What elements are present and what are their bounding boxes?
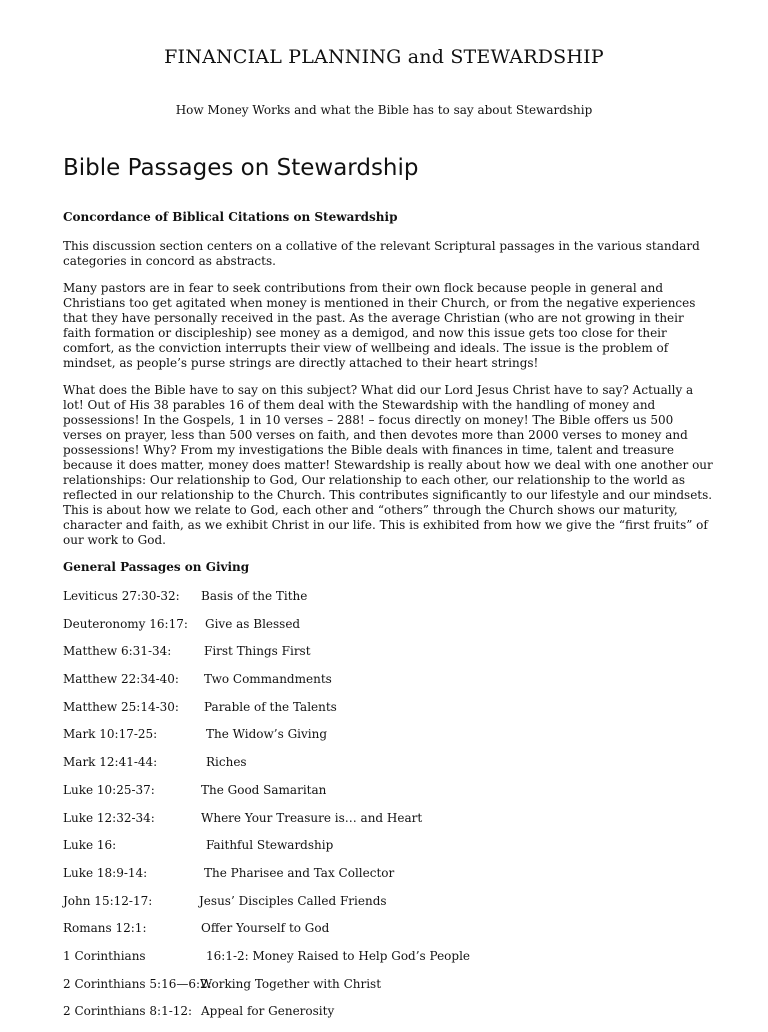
intro-paragraph: This discussion section centers on a collative of the relevant Scriptural passages in the various standard categories in concord as abstracts. xyxy=(63,239,700,268)
passage-topic: The Widow’s Giving xyxy=(206,727,328,742)
giving-heading: General Passages on Giving xyxy=(63,560,250,574)
passage-row xyxy=(63,617,713,632)
passage-reference: Leviticus 27:30-32: xyxy=(63,589,180,603)
passage-reference: 1 Corinthians xyxy=(63,948,146,963)
passage-topic: Two Commandments xyxy=(204,672,332,687)
document-subtitle: How Money Works and what the Bible has to say about Stewardship xyxy=(175,103,593,117)
passage-row xyxy=(63,783,713,798)
passage-topic: Offer Yourself to God xyxy=(201,921,330,936)
passage-list xyxy=(63,589,713,1019)
passage-row xyxy=(63,589,713,604)
passage-reference: 2 Corinthians 5:16—6:2: xyxy=(63,976,212,991)
passage-row xyxy=(63,977,713,992)
passage-reference: Luke 16: xyxy=(63,838,117,853)
passage-reference: Romans 12:1: xyxy=(63,921,147,936)
passage-topic: The Good Samaritan xyxy=(201,782,327,797)
passage-topic: Where Your Treasure is… and Heart xyxy=(201,810,423,825)
passage-row xyxy=(63,949,713,964)
passage-reference: Matthew 25:14-30: xyxy=(63,699,179,714)
passage-row xyxy=(63,672,713,687)
passage-topic: Give as Blessed xyxy=(205,616,301,631)
passage-topic: Riches xyxy=(206,755,247,770)
section-content xyxy=(63,210,713,1032)
passage-row xyxy=(63,811,713,826)
passage-topic: Appeal for Generosity xyxy=(201,1004,335,1019)
passage-row xyxy=(63,644,713,659)
passage-reference: Matthew 6:31-34: xyxy=(63,644,172,659)
passage-reference: Deuteronomy 16:17: xyxy=(63,616,188,631)
passage-row xyxy=(63,755,713,770)
pastors-paragraph: Many pastors are in fear to seek contributions from their own flock because people in general and Christians too get agitated when money is mentioned in their Church, or from the negative experiences that they have personally received in the past. As the average Christian (who are not growing in their faith formation or discipleship) see money as a demigod, and now this issue gets too close for their comfort, as the conviction interrupts their view of wellbeing and ideals. The issue is the problem of mindset, as people’s purse strings are directly attached to their heart strings! xyxy=(63,281,696,370)
passage-reference: 2 Corinthians 8:1-12: xyxy=(63,1004,193,1019)
section-heading: Bible Passages on Stewardship xyxy=(63,155,419,181)
passage-row xyxy=(63,727,713,742)
passage-topic: Faithful Stewardship xyxy=(206,838,334,853)
passage-row xyxy=(63,700,713,715)
passage-reference: Luke 12:32-34: xyxy=(63,810,155,825)
passage-reference: Mark 12:41-44: xyxy=(63,755,158,770)
passage-reference: Luke 10:25-37: xyxy=(63,782,155,797)
passage-topic: Basis of the Tithe xyxy=(201,589,308,603)
passage-row xyxy=(63,838,713,853)
passage-topic: The Pharisee and Tax Collector xyxy=(204,865,395,880)
passage-row xyxy=(63,921,713,936)
document-title: FINANCIAL PLANNING and STEWARDSHIP xyxy=(164,46,604,68)
passage-topic: Parable of the Talents xyxy=(204,699,337,714)
passage-topic: 16:1-2: Money Raised to Help God’s People xyxy=(206,948,471,963)
passage-reference: Mark 10:17-25: xyxy=(63,727,158,742)
passage-row xyxy=(63,866,713,881)
concordance-heading: Concordance of Biblical Citations on Stewardship xyxy=(63,210,398,224)
passage-topic: Jesus’ Disciples Called Friends xyxy=(199,893,387,908)
passage-reference: Luke 18:9-14: xyxy=(63,865,148,880)
passage-row xyxy=(63,894,713,909)
passage-row xyxy=(63,1004,713,1019)
passage-topic: First Things First xyxy=(204,644,311,659)
bible-says-paragraph: What does the Bible have to say on this subject? What did our Lord Jesus Christ have to say? Actually a lot! Out of His 38 parables 16 of them deal with the Stewardship with the handling of money and possessions! In the Gospels, 1 in 10 verses – 288! – focus directly on money! The Bible offers us 500 verses on prayer, less than 500 verses on faith, and then devotes more than 2000 verses to money and possessions! Why? From my investigations the Bible deals with finances in time, talent and treasure because it does matter, money does matter! Stewardship is really about how we deal with one another our relationships: Our relationship to God, Our relationship to each other, our relationship to the world as reflected in our relationship to the Church. This contributes significantly to our lifestyle and our mindsets. This is about how we relate to God, each other and “others” through the Church shows our maturity, character and faith, as we exhibit Christ in our life. This is exhibited from how we give the “first fruits” of our work to God. xyxy=(63,383,713,547)
passage-reference: Matthew 22:34-40: xyxy=(63,672,179,687)
passage-topic: Working Together with Christ xyxy=(200,976,382,991)
passage-reference: John 15:12-17: xyxy=(63,893,153,908)
